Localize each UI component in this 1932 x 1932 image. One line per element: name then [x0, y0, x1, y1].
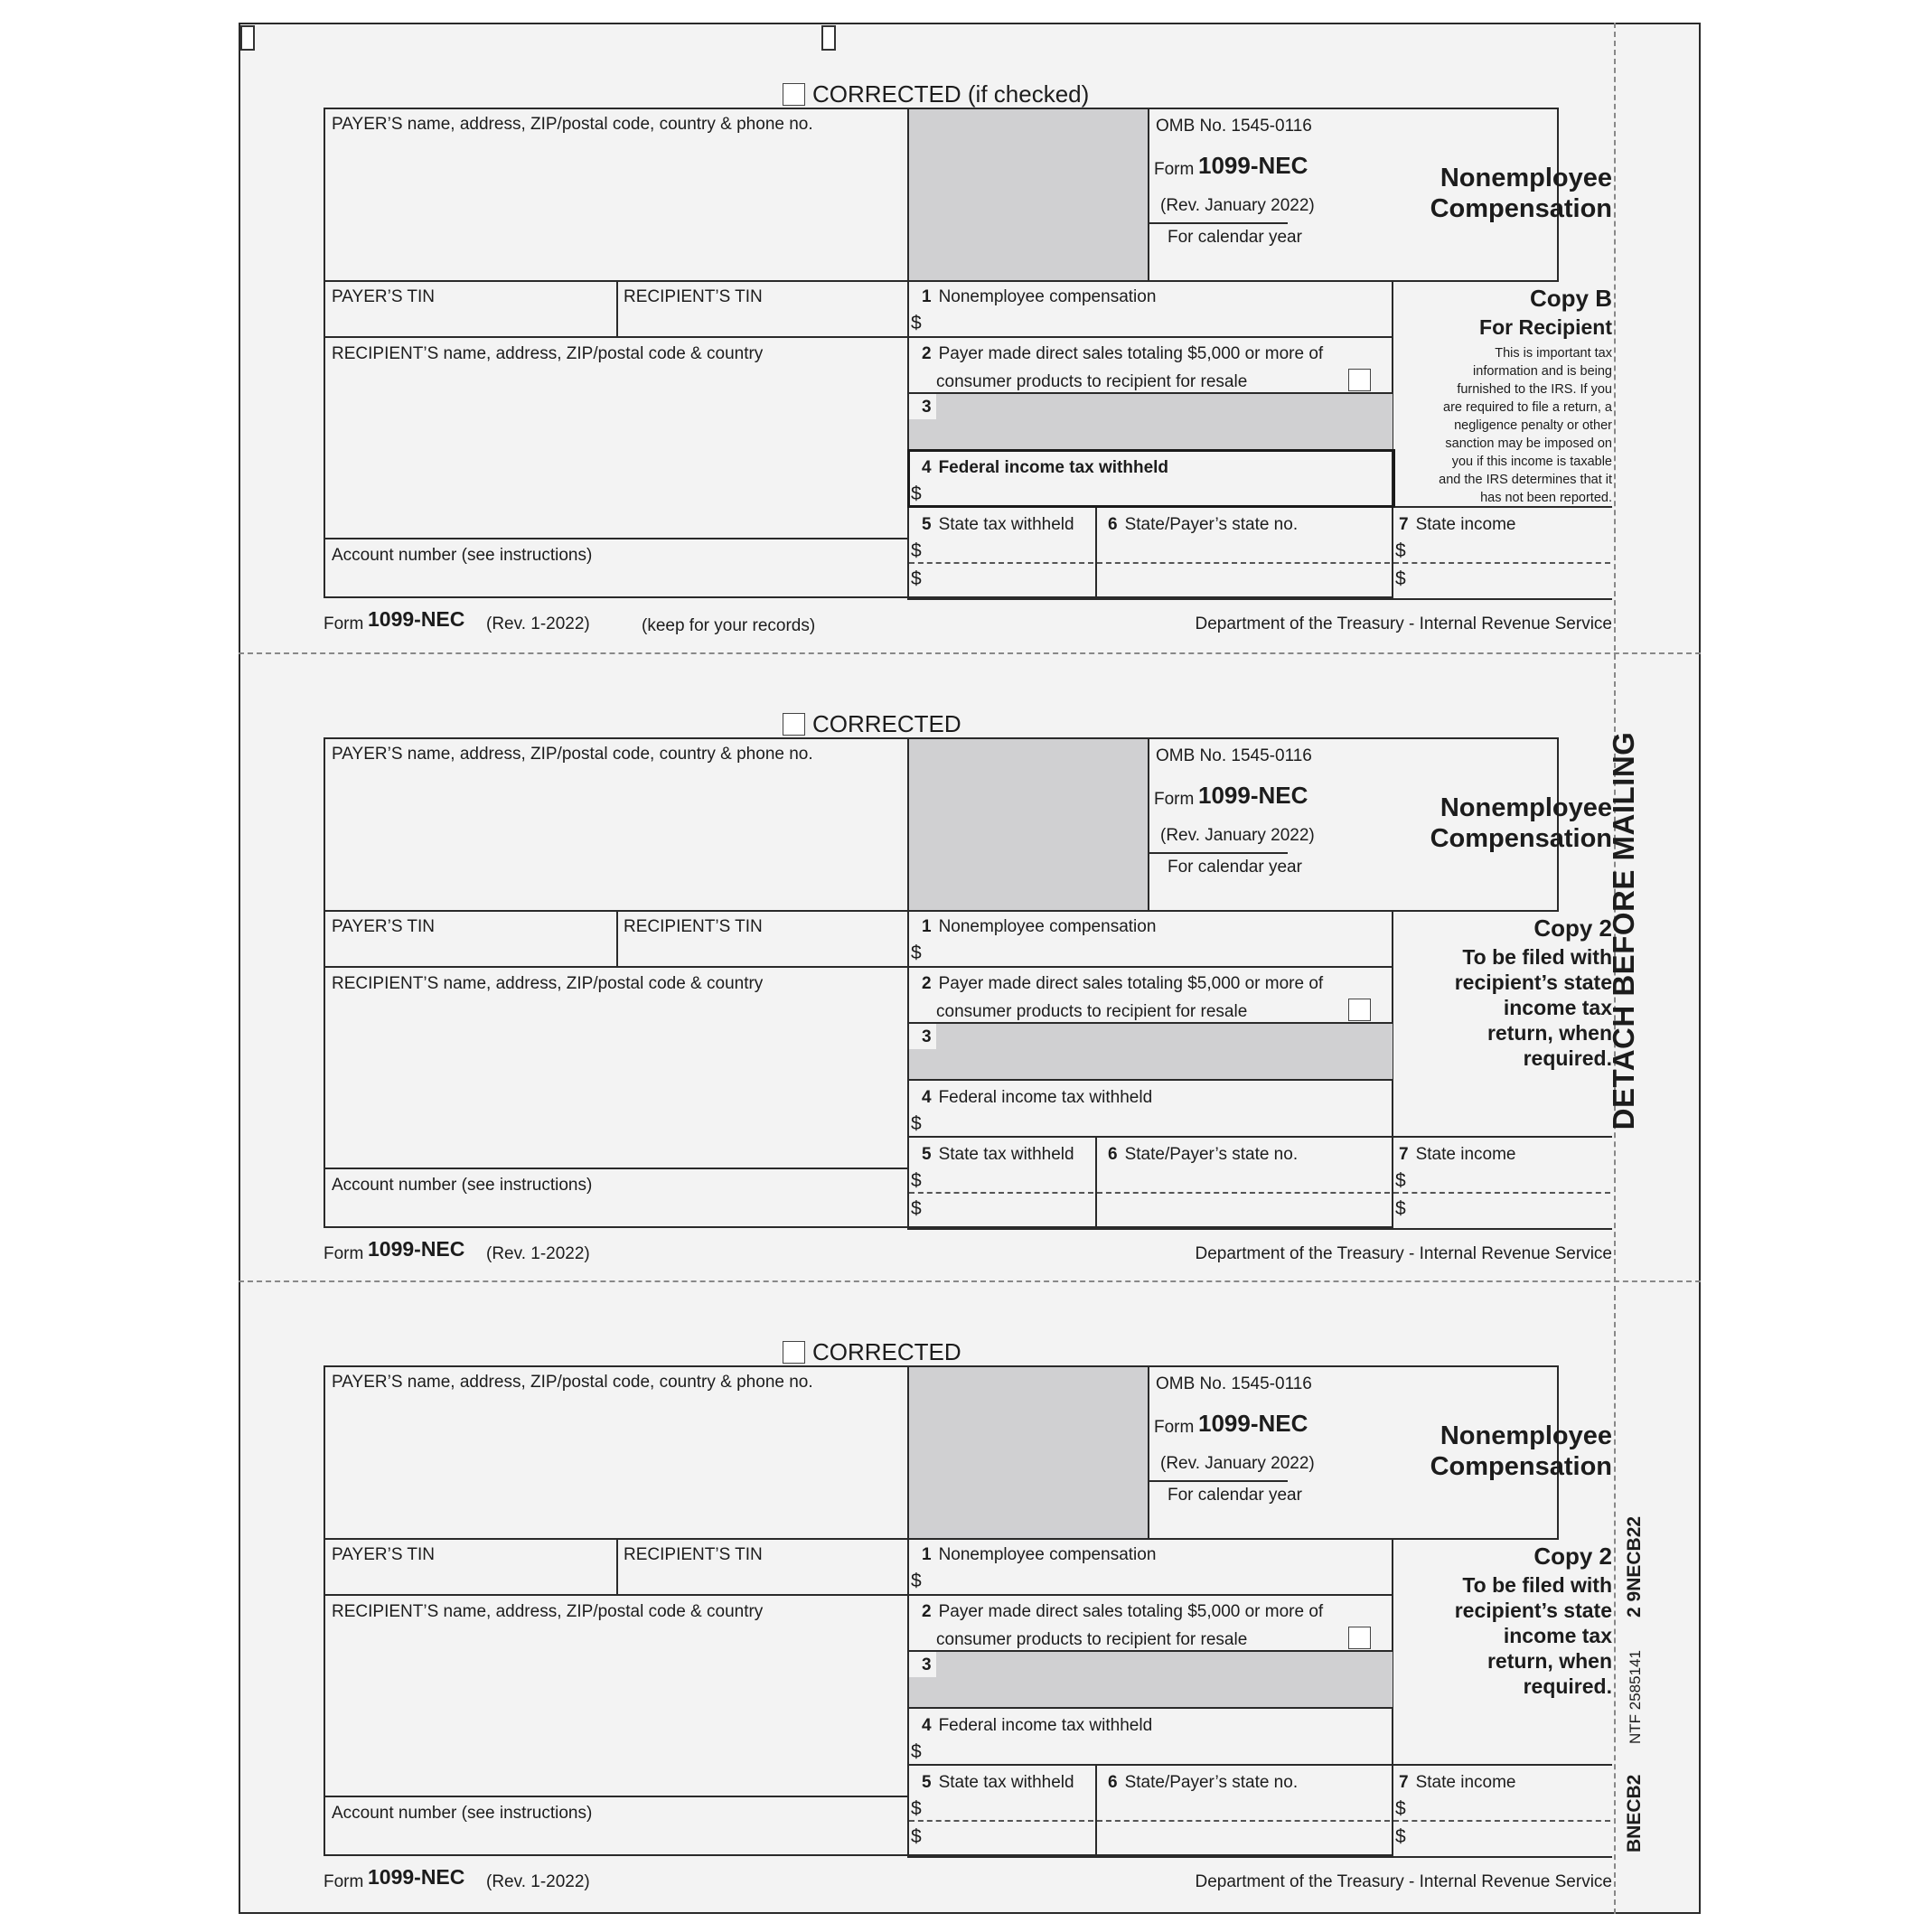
divider: [1148, 737, 1149, 912]
divider: [324, 1796, 909, 1797]
copy-subtitle: [1395, 1572, 1612, 1699]
box6-num: 6: [1108, 1773, 1118, 1792]
box5-num: 5: [922, 1145, 932, 1164]
form-copy-1: [239, 23, 1612, 653]
box2-checkbox[interactable]: [1348, 1627, 1371, 1649]
box4-text: Federal income tax withheld: [938, 1716, 1153, 1735]
box2-label: [922, 974, 1323, 994]
divider: [1148, 1480, 1288, 1482]
divider: [324, 336, 1393, 338]
box6-num: 6: [1108, 515, 1118, 534]
box1-label: [922, 1545, 1156, 1565]
footer-revision: (Rev. 1-2022): [486, 1244, 590, 1263]
box4-dollar: $: [911, 1741, 922, 1762]
dashed-divider: [909, 1820, 1093, 1822]
form-title-line1: Nonemployee: [1440, 1421, 1612, 1450]
box1-num: 1: [922, 1545, 932, 1564]
box5-dollar-2: $: [911, 568, 922, 589]
box7-label: [1399, 1773, 1515, 1793]
divider: [907, 1079, 1393, 1081]
recipient-tin-label: RECIPIENT’S TIN: [624, 917, 763, 936]
box5-num: 5: [922, 515, 932, 534]
form-title-line2: Compensation: [1430, 824, 1612, 853]
copy-title: Copy B: [1530, 285, 1612, 312]
footer-keep-records: (keep for your records): [642, 616, 816, 635]
box4-label: [922, 1716, 1152, 1736]
divider: [1148, 1365, 1149, 1540]
box3-shade: [909, 394, 1393, 449]
box7-dollar-1: $: [1395, 1798, 1406, 1819]
box5-dollar-2: $: [911, 1826, 922, 1847]
box2-line2: consumer products to recipient for resale: [936, 372, 1248, 391]
divider: [1148, 108, 1149, 282]
divider: [1095, 506, 1097, 598]
copy-note-line: has not been reported.: [1480, 491, 1612, 505]
copy-title: Copy 2: [1533, 1543, 1612, 1570]
payer-tin-label: PAYER’S TIN: [332, 287, 436, 306]
account-number-label: Account number (see instructions): [332, 1804, 593, 1823]
divider: [907, 1764, 1612, 1766]
form-title: [1341, 163, 1612, 224]
box2-line1: Payer made direct sales totaling $5,000 or more of: [938, 344, 1324, 363]
copy-note: [1395, 344, 1612, 507]
copy-note-line: and the IRS determines that it: [1439, 473, 1612, 487]
box6-label: [1108, 1773, 1298, 1793]
detach-before-mailing-text: DETACH BEFORE MAILING: [1607, 731, 1640, 1130]
divider: [907, 598, 1612, 600]
box1-dollar: $: [911, 943, 922, 963]
box2-num: 2: [922, 1602, 932, 1621]
corrected-label: CORRECTED (if checked): [812, 80, 1090, 108]
copy-subtitle: [1395, 314, 1612, 340]
recipient-tin-label: RECIPIENT’S TIN: [624, 1545, 763, 1564]
recipient-label: RECIPIENT’S name, address, ZIP/postal code & country: [332, 344, 764, 363]
copy-subtitle-line: recipient’s state: [1454, 1599, 1612, 1622]
form-title: [1341, 792, 1612, 854]
box1-text: Nonemployee compensation: [938, 1545, 1157, 1564]
dashed-divider: [909, 1192, 1093, 1194]
dashed-divider: [1393, 1192, 1610, 1194]
box4-num: 4: [922, 1088, 932, 1107]
copy-title: Copy 2: [1533, 914, 1612, 942]
box5-dollar-1: $: [911, 1170, 922, 1191]
copy-note-line: information and is being: [1473, 364, 1612, 379]
form-title-line1: Nonemployee: [1440, 793, 1612, 822]
box6-label: [1108, 1145, 1298, 1165]
dashed-divider: [909, 562, 1093, 564]
box2-line2: consumer products to recipient for resale: [936, 1630, 1248, 1649]
revision-date: (Rev. January 2022): [1160, 826, 1315, 845]
box6-text: State/Payer’s state no.: [1124, 1145, 1299, 1164]
ntf-code: NTF 2585141: [1627, 1650, 1644, 1744]
divider: [616, 1538, 618, 1594]
copy-note-line: sanction may be imposed on: [1445, 436, 1612, 451]
recipient-tin-label: RECIPIENT’S TIN: [624, 287, 763, 306]
box7-text: State income: [1415, 1773, 1516, 1792]
box3-shade: [909, 1024, 1393, 1079]
form-title: [1341, 1421, 1612, 1482]
box5-label: [922, 1773, 1074, 1793]
payer-label: PAYER’S name, address, ZIP/postal code, country & phone no.: [332, 745, 813, 764]
copy-note-line: you if this income is taxable: [1451, 455, 1612, 469]
box2-line2: consumer products to recipient for resale: [936, 1002, 1248, 1021]
divider: [907, 1136, 1612, 1138]
box4-label: [922, 458, 1168, 478]
form-number: 1099-NEC: [1198, 152, 1308, 179]
divider: [1392, 506, 1393, 598]
form-copy-2: [239, 652, 1612, 1283]
footer-form-word: Form: [324, 1244, 364, 1263]
footer-revision: (Rev. 1-2022): [486, 614, 590, 633]
recipient-label: RECIPIENT’S name, address, ZIP/postal code & country: [332, 1602, 764, 1621]
box1-label: [922, 287, 1156, 307]
box5-text: State tax withheld: [938, 1145, 1074, 1164]
copy-subtitle-line: return, when: [1487, 1021, 1612, 1045]
box6-num: 6: [1108, 1145, 1118, 1164]
payer-label: PAYER’S name, address, ZIP/postal code, country & phone no.: [332, 115, 813, 134]
form-word: Form: [1154, 790, 1195, 809]
corrected-label: CORRECTED: [812, 1338, 961, 1365]
box7-text: State income: [1415, 1145, 1516, 1164]
form-number: 1099-NEC: [1198, 1410, 1308, 1437]
box7-num: 7: [1399, 515, 1409, 534]
box5-label: [922, 1145, 1074, 1165]
box2-num: 2: [922, 974, 932, 993]
box2-label: [922, 1602, 1323, 1622]
box7-dollar-2: $: [1395, 568, 1406, 589]
box3-num: 3: [922, 398, 932, 417]
divider: [324, 1168, 909, 1169]
copy-subtitle-line: income tax: [1503, 996, 1612, 1019]
dashed-divider: [1097, 1192, 1390, 1194]
payer-label: PAYER’S name, address, ZIP/postal code, country & phone no.: [332, 1373, 813, 1392]
form-title-line1: Nonemployee: [1440, 164, 1612, 192]
copy-subtitle-line: return, when: [1487, 1649, 1612, 1673]
box6-label: [1108, 515, 1298, 535]
divider: [1392, 1764, 1393, 1856]
box1-text: Nonemployee compensation: [938, 917, 1157, 936]
box1-text: Nonemployee compensation: [938, 287, 1157, 306]
copy-note-line: furnished to the IRS. If you: [1457, 382, 1612, 397]
divider: [616, 910, 618, 966]
box2-line1: Payer made direct sales totaling $5,000 or more of: [938, 1602, 1324, 1621]
divider: [1392, 1136, 1393, 1228]
copy-subtitle-line: required.: [1523, 1046, 1612, 1070]
box7-num: 7: [1399, 1145, 1409, 1164]
box6-text: State/Payer’s state no.: [1124, 515, 1299, 534]
omb-number: OMB No. 1545-0116: [1156, 1374, 1312, 1393]
form-code-top: 2 9NECB22: [1624, 1515, 1645, 1618]
copy-note-line: negligence penalty or other: [1454, 418, 1612, 433]
box3-number: [909, 1652, 936, 1677]
box2-label: [922, 344, 1323, 364]
box2-line1: Payer made direct sales totaling $5,000 or more of: [938, 974, 1324, 993]
box7-dollar-1: $: [1395, 540, 1406, 561]
account-number-label: Account number (see instructions): [332, 1176, 593, 1195]
recipient-label: RECIPIENT’S name, address, ZIP/postal code & country: [332, 974, 764, 993]
box5-dollar-1: $: [911, 1798, 922, 1819]
footer-form-number: 1099-NEC: [368, 1865, 465, 1889]
revision-date: (Rev. January 2022): [1160, 1454, 1315, 1473]
divider: [907, 1228, 1612, 1230]
copy-subtitle-line: To be filed with: [1462, 945, 1612, 969]
corrected-checkbox[interactable]: [783, 83, 805, 106]
box6-text: State/Payer’s state no.: [1124, 1773, 1299, 1792]
revision-date: (Rev. January 2022): [1160, 196, 1315, 215]
corrected-checkbox[interactable]: [783, 1341, 805, 1364]
box4-label: [922, 1088, 1152, 1108]
dashed-divider: [1097, 562, 1390, 564]
copy-subtitle-line: To be filed with: [1462, 1573, 1612, 1597]
divider: [1095, 1764, 1097, 1856]
divider: [324, 538, 909, 539]
box3-number: [909, 1024, 936, 1049]
footer-form-word: Form: [324, 1872, 364, 1891]
box5-dollar-2: $: [911, 1198, 922, 1219]
box2-num: 2: [922, 344, 932, 363]
dashed-divider: [1393, 1820, 1610, 1822]
form-word: Form: [1154, 1418, 1195, 1437]
corrected-label: CORRECTED: [812, 710, 961, 737]
box5-label: [922, 515, 1074, 535]
box1-dollar: $: [911, 1571, 922, 1591]
divider: [907, 1707, 1393, 1709]
omb-number: OMB No. 1545-0116: [1156, 746, 1312, 765]
omb-number: OMB No. 1545-0116: [1156, 117, 1312, 136]
divider: [1095, 1136, 1097, 1228]
copy-subtitle-line: recipient’s state: [1454, 971, 1612, 994]
payer-tin-label: PAYER’S TIN: [332, 1545, 436, 1564]
form-code-bottom: BNECB2: [1624, 1774, 1645, 1852]
box1-dollar: $: [911, 313, 922, 333]
box4-dollar: $: [911, 1113, 922, 1134]
form-word: Form: [1154, 160, 1195, 179]
copy-subtitle: [1395, 944, 1612, 1071]
box7-dollar-2: $: [1395, 1198, 1406, 1219]
copy-note-line: This is important tax: [1495, 346, 1612, 361]
box4-text: Federal income tax withheld: [938, 1088, 1153, 1107]
footer-revision: (Rev. 1-2022): [486, 1872, 590, 1891]
box4-dollar: $: [911, 483, 922, 504]
box7-label: [1399, 515, 1515, 535]
footer-form-number: 1099-NEC: [368, 1237, 465, 1261]
account-number-label: Account number (see instructions): [332, 546, 593, 565]
box3-shade: [909, 1652, 1393, 1707]
divider: [1148, 852, 1288, 854]
divider: [324, 1594, 1393, 1596]
copy-subtitle-line: required.: [1523, 1674, 1612, 1698]
box2-checkbox[interactable]: [1348, 369, 1371, 391]
box4-num: 4: [922, 458, 932, 477]
footer-department: Department of the Treasury - Internal Revenue Service: [1195, 1244, 1612, 1263]
calendar-year-label: For calendar year: [1168, 858, 1302, 877]
box3-num: 3: [922, 1655, 932, 1674]
box3-num: 3: [922, 1027, 932, 1046]
footer-department: Department of the Treasury - Internal Revenue Service: [1195, 1872, 1612, 1891]
box2-checkbox[interactable]: [1348, 999, 1371, 1021]
divider: [1148, 222, 1288, 224]
box7-label: [1399, 1145, 1515, 1165]
box7-dollar-2: $: [1395, 1826, 1406, 1847]
form-title-line2: Compensation: [1430, 1452, 1612, 1481]
payer-tin-label: PAYER’S TIN: [332, 917, 436, 936]
box5-text: State tax withheld: [938, 1773, 1074, 1792]
calendar-year-label: For calendar year: [1168, 1486, 1302, 1505]
copy-subtitle-line: For Recipient: [1479, 315, 1612, 339]
box5-dollar-1: $: [911, 540, 922, 561]
box7-dollar-1: $: [1395, 1170, 1406, 1191]
box1-label: [922, 917, 1156, 937]
corrected-checkbox[interactable]: [783, 713, 805, 736]
calendar-year-label: For calendar year: [1168, 228, 1302, 247]
footer-form-word: Form: [324, 614, 364, 633]
divider: [324, 966, 1393, 968]
form-copy-3: [239, 1280, 1612, 1911]
box5-text: State tax withheld: [938, 515, 1074, 534]
box7-text: State income: [1415, 515, 1516, 534]
copy-note-line: are required to file a return, a: [1443, 400, 1612, 415]
divider: [907, 1856, 1612, 1858]
footer-form-number: 1099-NEC: [368, 607, 465, 631]
form-number: 1099-NEC: [1198, 782, 1308, 809]
form-title-line2: Compensation: [1430, 194, 1612, 223]
box1-num: 1: [922, 287, 932, 306]
box3-number: [909, 394, 936, 419]
divider: [616, 280, 618, 336]
box5-num: 5: [922, 1773, 932, 1792]
box7-num: 7: [1399, 1773, 1409, 1792]
copy-subtitle-line: income tax: [1503, 1624, 1612, 1647]
footer-department: Department of the Treasury - Internal Revenue Service: [1195, 614, 1612, 633]
box4-num: 4: [922, 1716, 932, 1735]
dashed-divider: [1097, 1820, 1390, 1822]
box1-num: 1: [922, 917, 932, 936]
box4-text: Federal income tax withheld: [938, 458, 1169, 477]
dashed-divider: [1393, 562, 1610, 564]
